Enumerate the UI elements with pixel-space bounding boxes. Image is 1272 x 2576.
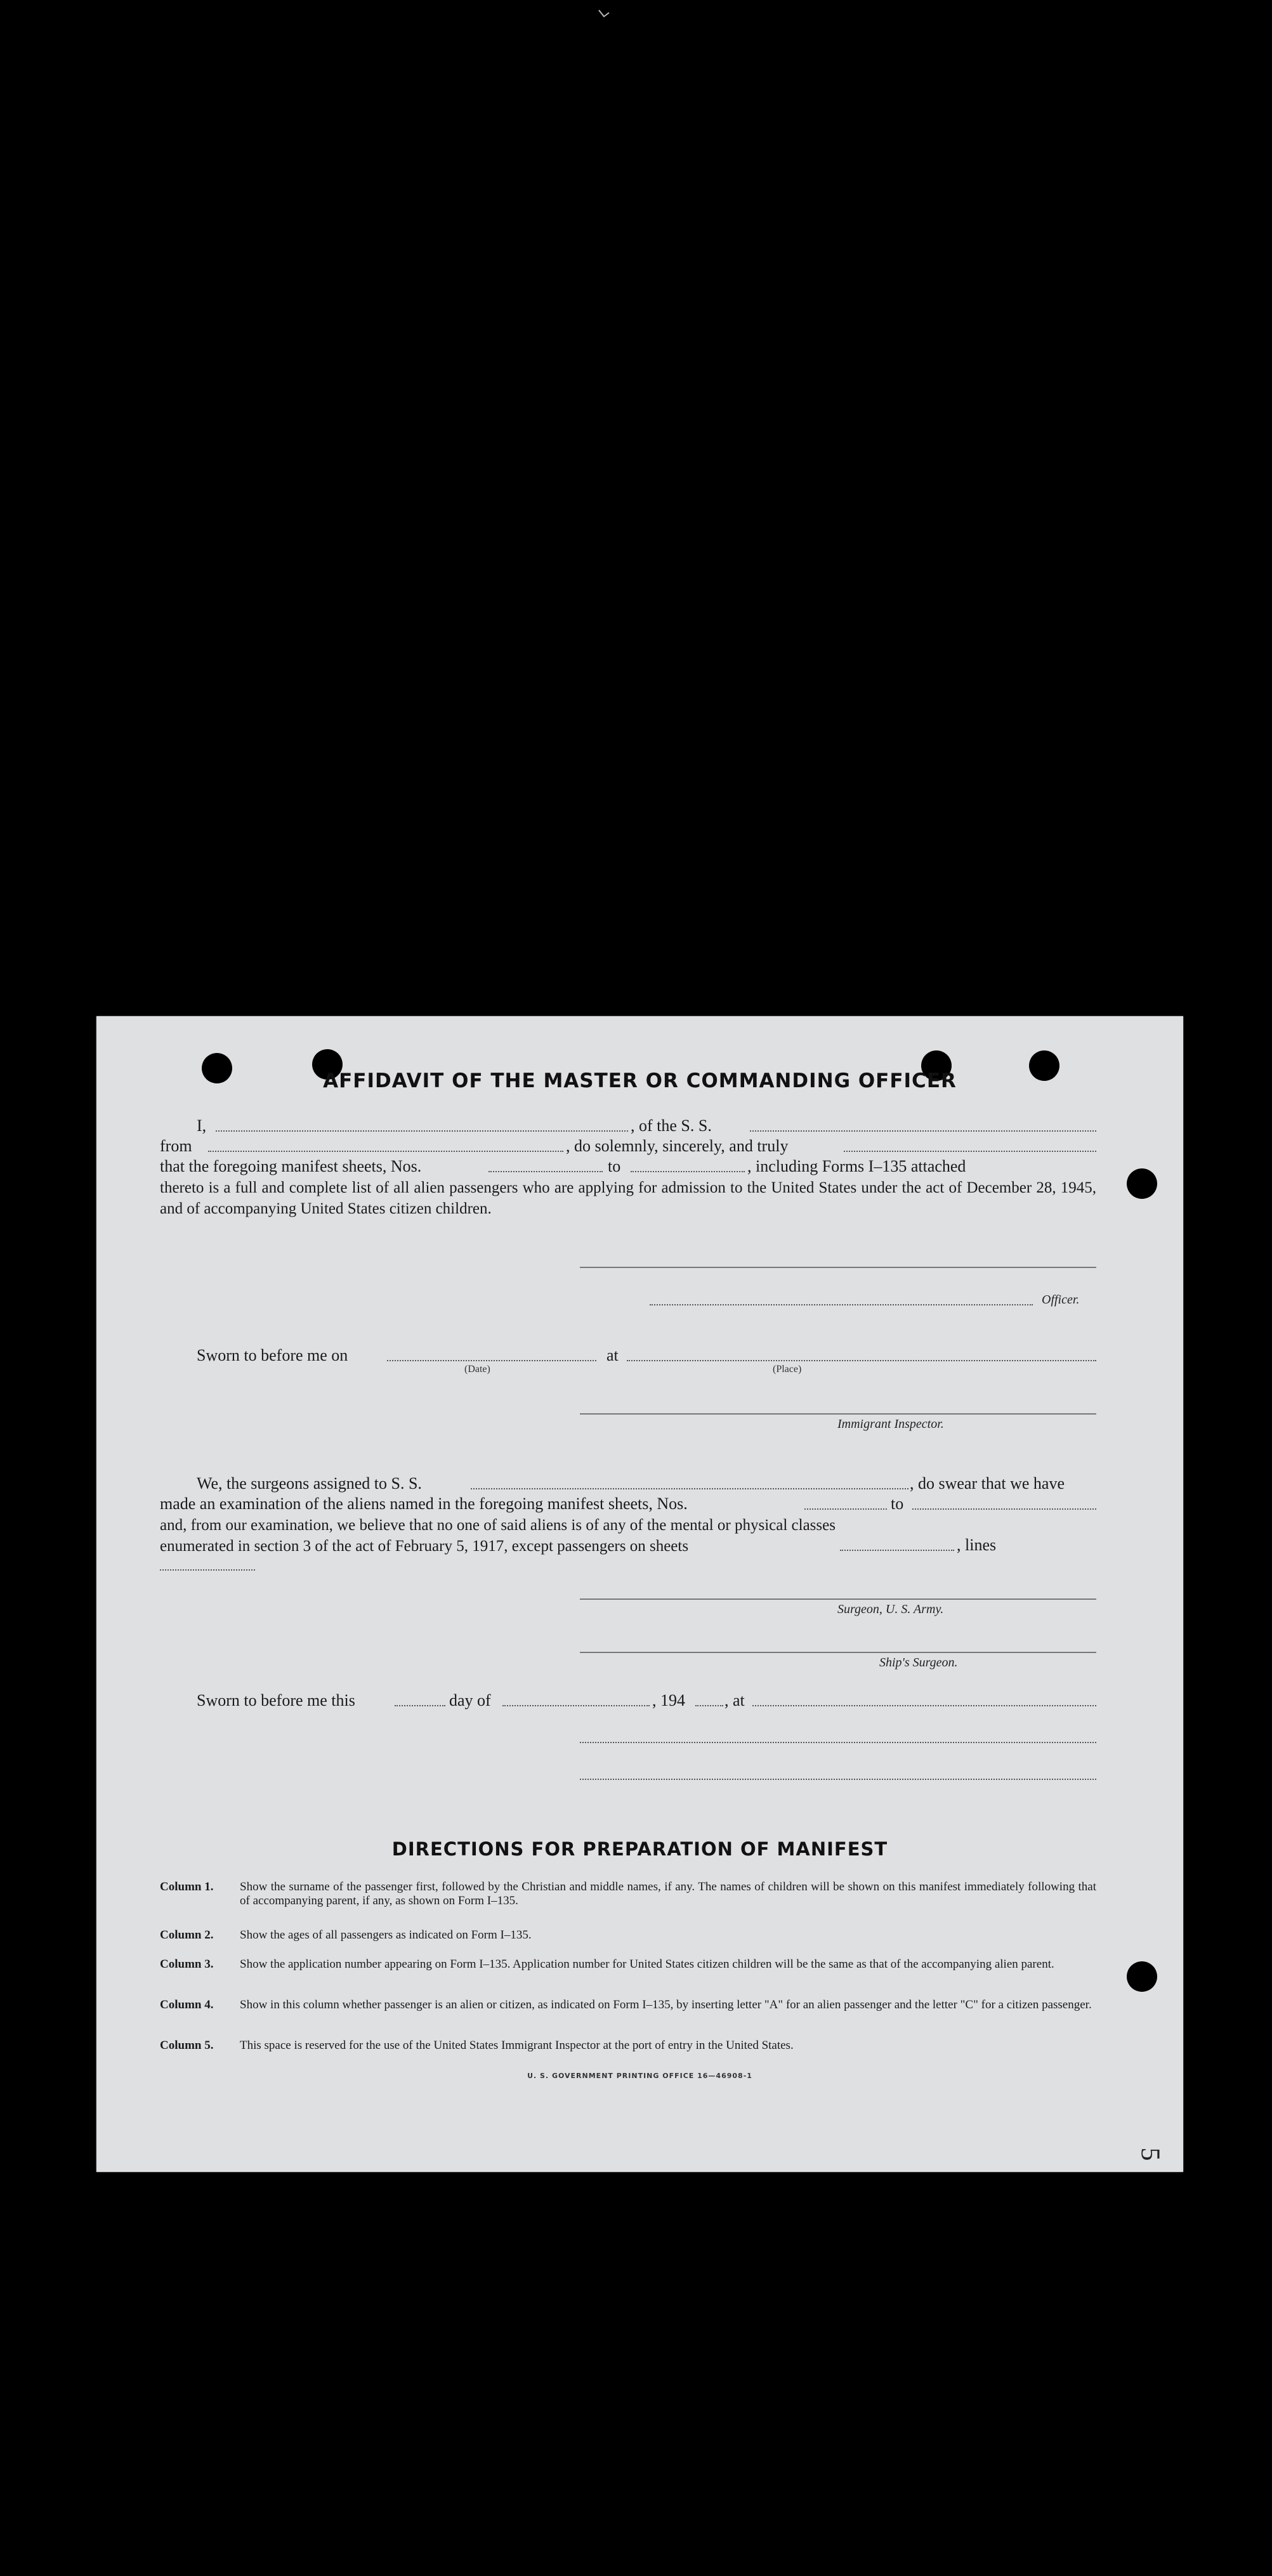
punch-hole [1127,1168,1157,1199]
year-text: , 194 [652,1691,685,1710]
day-of-text: day of [449,1691,491,1710]
direction-text: Show in this column whether passenger is an alien or citizen, as indicated on Form I–135, by inserting letter "A" for an alien passenger and the letter "C" for a citizen passenger. [240,1998,1092,2011]
direction-text: Show the ages of all passengers as indicated on Form I–135. [240,1928,532,1942]
directions-title: DIRECTIONS FOR PREPARATION OF MANIFEST [391,1838,888,1860]
direction-text: This space is reserved for the use of the United States Immigrant Inspector at the port of entry in the United States. [240,2039,794,2052]
affidavit-title: AFFIDAVIT OF THE MASTER OR COMMANDING OFFICER [323,1069,957,1092]
intro-i: I, [197,1116,207,1135]
direction-label: Column 4. [160,1998,214,2011]
army-surgeon-signature-line[interactable] [580,1599,1096,1600]
swear-have-text: , do swear that we have [910,1474,1065,1493]
direction-item [160,2039,1096,2053]
direction-item [160,1998,1096,2012]
of-ship-text: , of the S. S. [631,1116,712,1135]
direction-label: Column 5. [160,2039,214,2052]
direction-item [160,1928,1096,1942]
extra-signature-line-2[interactable] [580,1779,1096,1780]
including-text: , including Forms I–135 attached [747,1157,966,1175]
scan-mark-icon [596,9,613,25]
army-surgeon-label: Surgeon, U. S. Army. [837,1602,944,1616]
officer-label: Officer. [1042,1293,1080,1307]
sheets-from-blank[interactable] [488,1171,603,1172]
inspector-label: Immigrant Inspector. [837,1417,944,1431]
date-blank[interactable] [387,1360,596,1361]
direction-item [160,1880,1096,1908]
exam-to-blank[interactable] [912,1508,1096,1510]
except-sheets-blank[interactable] [840,1550,954,1551]
direction-label: Column 3. [160,1958,214,1971]
at2-text: , at [725,1691,745,1710]
surgeons-paragraph: and, from our examination, we believe that no one of said aliens is of any of the mental or physical classes enumerated in section 3 of the act of February 5, 1917, except passengers on sheets [160,1517,836,1555]
at-text: at [606,1346,619,1364]
surgeons-text: We, the surgeons assigned to S. S. [197,1474,422,1493]
direction-text: Show the surname of the passenger first, followed by the Christian and middle names, if any. The names of children will be shown on this manifest immediately following that of accompanying parent, if any, as shown on Form I–135. [240,1880,1096,1907]
ship-surgeon-signature-line[interactable] [580,1652,1096,1653]
direction-label: Column 2. [160,1928,214,1942]
to-text: to [608,1157,621,1175]
date-caption: (Date) [464,1364,490,1375]
location-blank[interactable] [752,1705,1096,1706]
officer-signature-line-2[interactable] [650,1304,1033,1305]
from-blank[interactable] [208,1151,563,1152]
exam-to-text: to [891,1494,904,1513]
solemnly-text: , do solemnly, sincerely, and truly [566,1137,789,1155]
name-blank[interactable] [216,1130,628,1132]
sworn-this-text: Sworn to before me this [197,1691,355,1710]
exam-from-blank[interactable] [804,1508,887,1510]
officer-signature-line-1[interactable] [580,1267,1096,1268]
ship-blank[interactable] [750,1130,1096,1132]
day-blank[interactable] [395,1705,445,1706]
sheets-text: that the foregoing manifest sheets, Nos. [160,1157,422,1175]
swear-blank[interactable] [844,1151,1096,1152]
month-blank[interactable] [502,1705,650,1706]
punch-hole [1127,1961,1157,1992]
sheets-to-blank[interactable] [631,1171,745,1172]
exam-text: made an examination of the aliens named in the foregoing manifest sheets, Nos. [160,1494,688,1513]
extra-signature-line-1[interactable] [580,1742,1096,1743]
year-blank[interactable] [695,1705,723,1706]
inspector-signature-line[interactable] [580,1413,1096,1415]
place-caption: (Place) [773,1364,802,1375]
direction-label: Column 1. [160,1880,214,1893]
surgeons-ship-blank[interactable] [471,1488,908,1489]
lines-blank[interactable] [160,1569,255,1571]
affidavit-paragraph: thereto is a full and complete list of all alien passengers who are applying for admission to the United States under the act of December 28, 1945, and of accompanying United States citizen children. [160,1179,1096,1217]
manifest-sheet [96,1016,1183,2172]
direction-item [160,1958,1096,1971]
sworn-on-text: Sworn to before me on [197,1346,348,1364]
from-text: from [160,1137,192,1155]
lines-text: , lines [957,1536,997,1554]
direction-text: Show the application number appearing on Form I–135. Application number for United States citizen children will be the same as that of the accompanying alien parent. [240,1958,1054,1971]
printing-office-footer: U. S. GOVERNMENT PRINTING OFFICE 16—46908-1 [527,2072,752,2080]
place-blank[interactable] [627,1360,1096,1361]
ship-surgeon-label: Ship's Surgeon. [879,1656,958,1670]
page-number-mark: 5 [1135,2147,1165,2161]
